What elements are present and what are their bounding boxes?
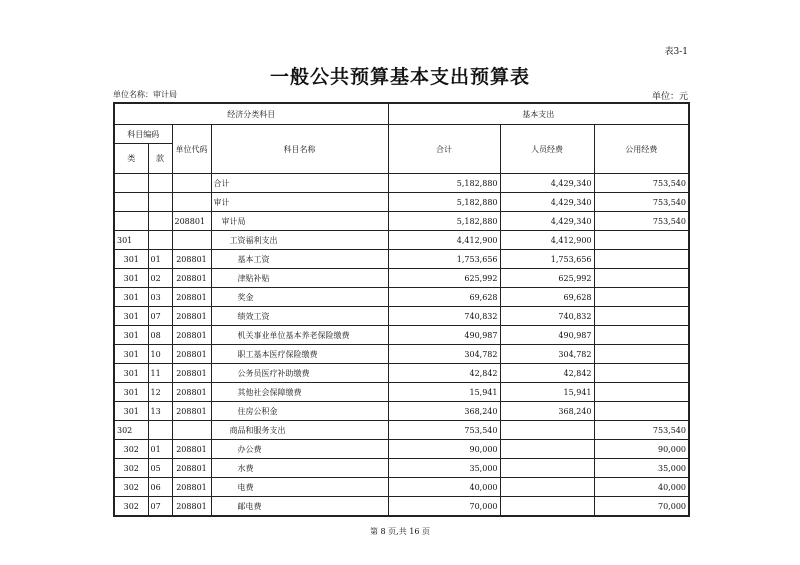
cell-lei: 301	[114, 250, 148, 269]
cell-lei: 301	[114, 383, 148, 402]
cell-kuan: 08	[148, 326, 172, 345]
cell-total: 4,412,900	[388, 231, 500, 250]
cell-subject-name: 公务员医疗补助缴费	[211, 364, 388, 383]
cell-kuan: 10	[148, 345, 172, 364]
table-row	[114, 174, 689, 193]
cell-total: 740,832	[388, 307, 500, 326]
cell-unit-code: 208801	[172, 497, 211, 517]
cell-personnel: 4,412,900	[500, 231, 594, 250]
cell-lei: 302	[114, 421, 148, 440]
cell-kuan	[148, 174, 172, 193]
cell-subject-name: 办公费	[211, 440, 388, 459]
cell-public	[594, 402, 689, 421]
cell-subject-name: 职工基本医疗保险缴费	[211, 345, 388, 364]
cell-unit-code	[172, 421, 211, 440]
cell-total: 5,182,880	[388, 193, 500, 212]
cell-total: 69,628	[388, 288, 500, 307]
table-row	[114, 383, 689, 402]
cell-public	[594, 326, 689, 345]
currency-unit: 单位：元	[651, 92, 688, 102]
cell-lei: 301	[114, 231, 148, 250]
table-row	[114, 288, 689, 307]
cell-personnel: 42,842	[500, 364, 594, 383]
cell-unit-code: 208801	[172, 345, 211, 364]
header-subject-name: 科目名称	[211, 125, 388, 174]
cell-public: 753,540	[594, 212, 689, 231]
table-row	[114, 345, 689, 364]
header-row	[114, 103, 689, 125]
header-lei: 类	[114, 144, 148, 174]
header-personnel: 人员经费	[500, 125, 594, 174]
cell-unit-code	[172, 193, 211, 212]
cell-total: 90,000	[388, 440, 500, 459]
cell-lei	[114, 193, 148, 212]
cell-personnel	[500, 459, 594, 478]
cell-lei: 302	[114, 478, 148, 497]
cell-lei: 301	[114, 307, 148, 326]
cell-unit-code: 208801	[172, 440, 211, 459]
page-title: 一般公共预算基本支出预算表	[269, 66, 530, 88]
cell-subject-name: 住房公积金	[211, 402, 388, 421]
cell-unit-code: 208801	[172, 288, 211, 307]
cell-public	[594, 307, 689, 326]
cell-total: 40,000	[388, 478, 500, 497]
cell-lei: 302	[114, 497, 148, 517]
cell-unit-code: 208801	[172, 326, 211, 345]
cell-lei	[114, 174, 148, 193]
cell-personnel	[500, 497, 594, 517]
header-total: 合计	[388, 125, 500, 174]
cell-unit-code	[172, 174, 211, 193]
cell-personnel: 4,429,340	[500, 174, 594, 193]
page-footer: 第 8 页,共 16 页	[370, 527, 430, 536]
cell-personnel	[500, 421, 594, 440]
cell-lei: 302	[114, 440, 148, 459]
cell-public: 90,000	[594, 440, 689, 459]
cell-subject-name: 津贴补贴	[211, 269, 388, 288]
table-row	[114, 440, 689, 459]
cell-unit-code: 208801	[172, 364, 211, 383]
table-number: 表3-1	[664, 47, 688, 57]
cell-subject-name: 其他社会保障缴费	[211, 383, 388, 402]
cell-subject-name: 邮电费	[211, 497, 388, 517]
cell-public: 753,540	[594, 193, 689, 212]
cell-unit-code: 208801	[172, 307, 211, 326]
cell-public: 70,000	[594, 497, 689, 517]
cell-total: 35,000	[388, 459, 500, 478]
cell-total: 5,182,880	[388, 174, 500, 193]
cell-unit-code: 208801	[172, 269, 211, 288]
cell-personnel: 490,987	[500, 326, 594, 345]
cell-lei: 301	[114, 326, 148, 345]
cell-subject-name: 合计	[211, 174, 388, 193]
cell-kuan: 12	[148, 383, 172, 402]
cell-kuan: 11	[148, 364, 172, 383]
cell-lei: 301	[114, 364, 148, 383]
cell-unit-code: 208801	[172, 402, 211, 421]
table-row	[114, 459, 689, 478]
cell-total: 42,842	[388, 364, 500, 383]
cell-unit-code: 208801	[172, 383, 211, 402]
cell-total: 625,992	[388, 269, 500, 288]
cell-public	[594, 231, 689, 250]
cell-lei: 301	[114, 288, 148, 307]
cell-kuan: 05	[148, 459, 172, 478]
cell-personnel: 15,941	[500, 383, 594, 402]
cell-public	[594, 250, 689, 269]
cell-kuan: 13	[148, 402, 172, 421]
cell-kuan	[148, 421, 172, 440]
cell-kuan	[148, 212, 172, 231]
budget-table	[113, 102, 690, 517]
cell-public	[594, 345, 689, 364]
cell-public: 753,540	[594, 174, 689, 193]
cell-public	[594, 269, 689, 288]
table-row	[114, 269, 689, 288]
table-row	[114, 364, 689, 383]
cell-public: 35,000	[594, 459, 689, 478]
cell-lei	[114, 212, 148, 231]
cell-subject-name: 绩效工资	[211, 307, 388, 326]
table-row	[114, 402, 689, 421]
cell-personnel: 740,832	[500, 307, 594, 326]
cell-total: 368,240	[388, 402, 500, 421]
header-basic: 基本支出	[388, 103, 689, 125]
cell-kuan: 07	[148, 497, 172, 517]
cell-personnel: 368,240	[500, 402, 594, 421]
cell-public	[594, 288, 689, 307]
header-unit-code: 单位代码	[172, 125, 211, 174]
cell-unit-code: 208801	[172, 478, 211, 497]
cell-personnel: 625,992	[500, 269, 594, 288]
cell-subject-name: 审计局	[211, 212, 388, 231]
cell-lei: 302	[114, 459, 148, 478]
table-row	[114, 212, 689, 231]
table-row	[114, 193, 689, 212]
cell-lei: 301	[114, 402, 148, 421]
cell-kuan: 07	[148, 307, 172, 326]
header-code: 科目编码	[114, 125, 172, 144]
cell-unit-code: 208801	[172, 212, 211, 231]
cell-total: 490,987	[388, 326, 500, 345]
table-row	[114, 478, 689, 497]
cell-public: 753,540	[594, 421, 689, 440]
cell-personnel: 69,628	[500, 288, 594, 307]
unit-name: 单位名称：审计局	[113, 90, 177, 99]
cell-personnel: 4,429,340	[500, 212, 594, 231]
cell-public	[594, 383, 689, 402]
cell-subject-name: 基本工资	[211, 250, 388, 269]
cell-personnel	[500, 478, 594, 497]
table-row	[114, 250, 689, 269]
cell-lei: 301	[114, 345, 148, 364]
cell-personnel	[500, 440, 594, 459]
header-public: 公用经费	[594, 125, 689, 174]
cell-kuan	[148, 231, 172, 250]
cell-subject-name: 工资福利支出	[211, 231, 388, 250]
cell-unit-code: 208801	[172, 250, 211, 269]
table-row	[114, 307, 689, 326]
cell-total: 70,000	[388, 497, 500, 517]
cell-kuan: 02	[148, 269, 172, 288]
cell-personnel: 4,429,340	[500, 193, 594, 212]
cell-subject-name: 电费	[211, 478, 388, 497]
cell-total: 1,753,656	[388, 250, 500, 269]
cell-personnel: 1,753,656	[500, 250, 594, 269]
cell-subject-name: 奖金	[211, 288, 388, 307]
cell-kuan: 01	[148, 440, 172, 459]
table-row	[114, 497, 689, 517]
cell-total: 5,182,880	[388, 212, 500, 231]
header-kuan: 款	[148, 144, 172, 174]
cell-total: 304,782	[388, 345, 500, 364]
cell-subject-name: 机关事业单位基本养老保险缴费	[211, 326, 388, 345]
table-row	[114, 326, 689, 345]
cell-unit-code: 208801	[172, 459, 211, 478]
header-econ: 经济分类科目	[114, 103, 388, 125]
cell-unit-code	[172, 231, 211, 250]
cell-subject-name: 审计	[211, 193, 388, 212]
cell-public	[594, 364, 689, 383]
cell-kuan	[148, 193, 172, 212]
cell-public: 40,000	[594, 478, 689, 497]
table-row	[114, 421, 689, 440]
cell-total: 753,540	[388, 421, 500, 440]
cell-lei: 301	[114, 269, 148, 288]
cell-kuan: 03	[148, 288, 172, 307]
cell-kuan: 01	[148, 250, 172, 269]
cell-personnel: 304,782	[500, 345, 594, 364]
header-row	[114, 125, 689, 144]
cell-subject-name: 商品和服务支出	[211, 421, 388, 440]
cell-kuan: 06	[148, 478, 172, 497]
table-row	[114, 231, 689, 250]
cell-total: 15,941	[388, 383, 500, 402]
cell-subject-name: 水费	[211, 459, 388, 478]
